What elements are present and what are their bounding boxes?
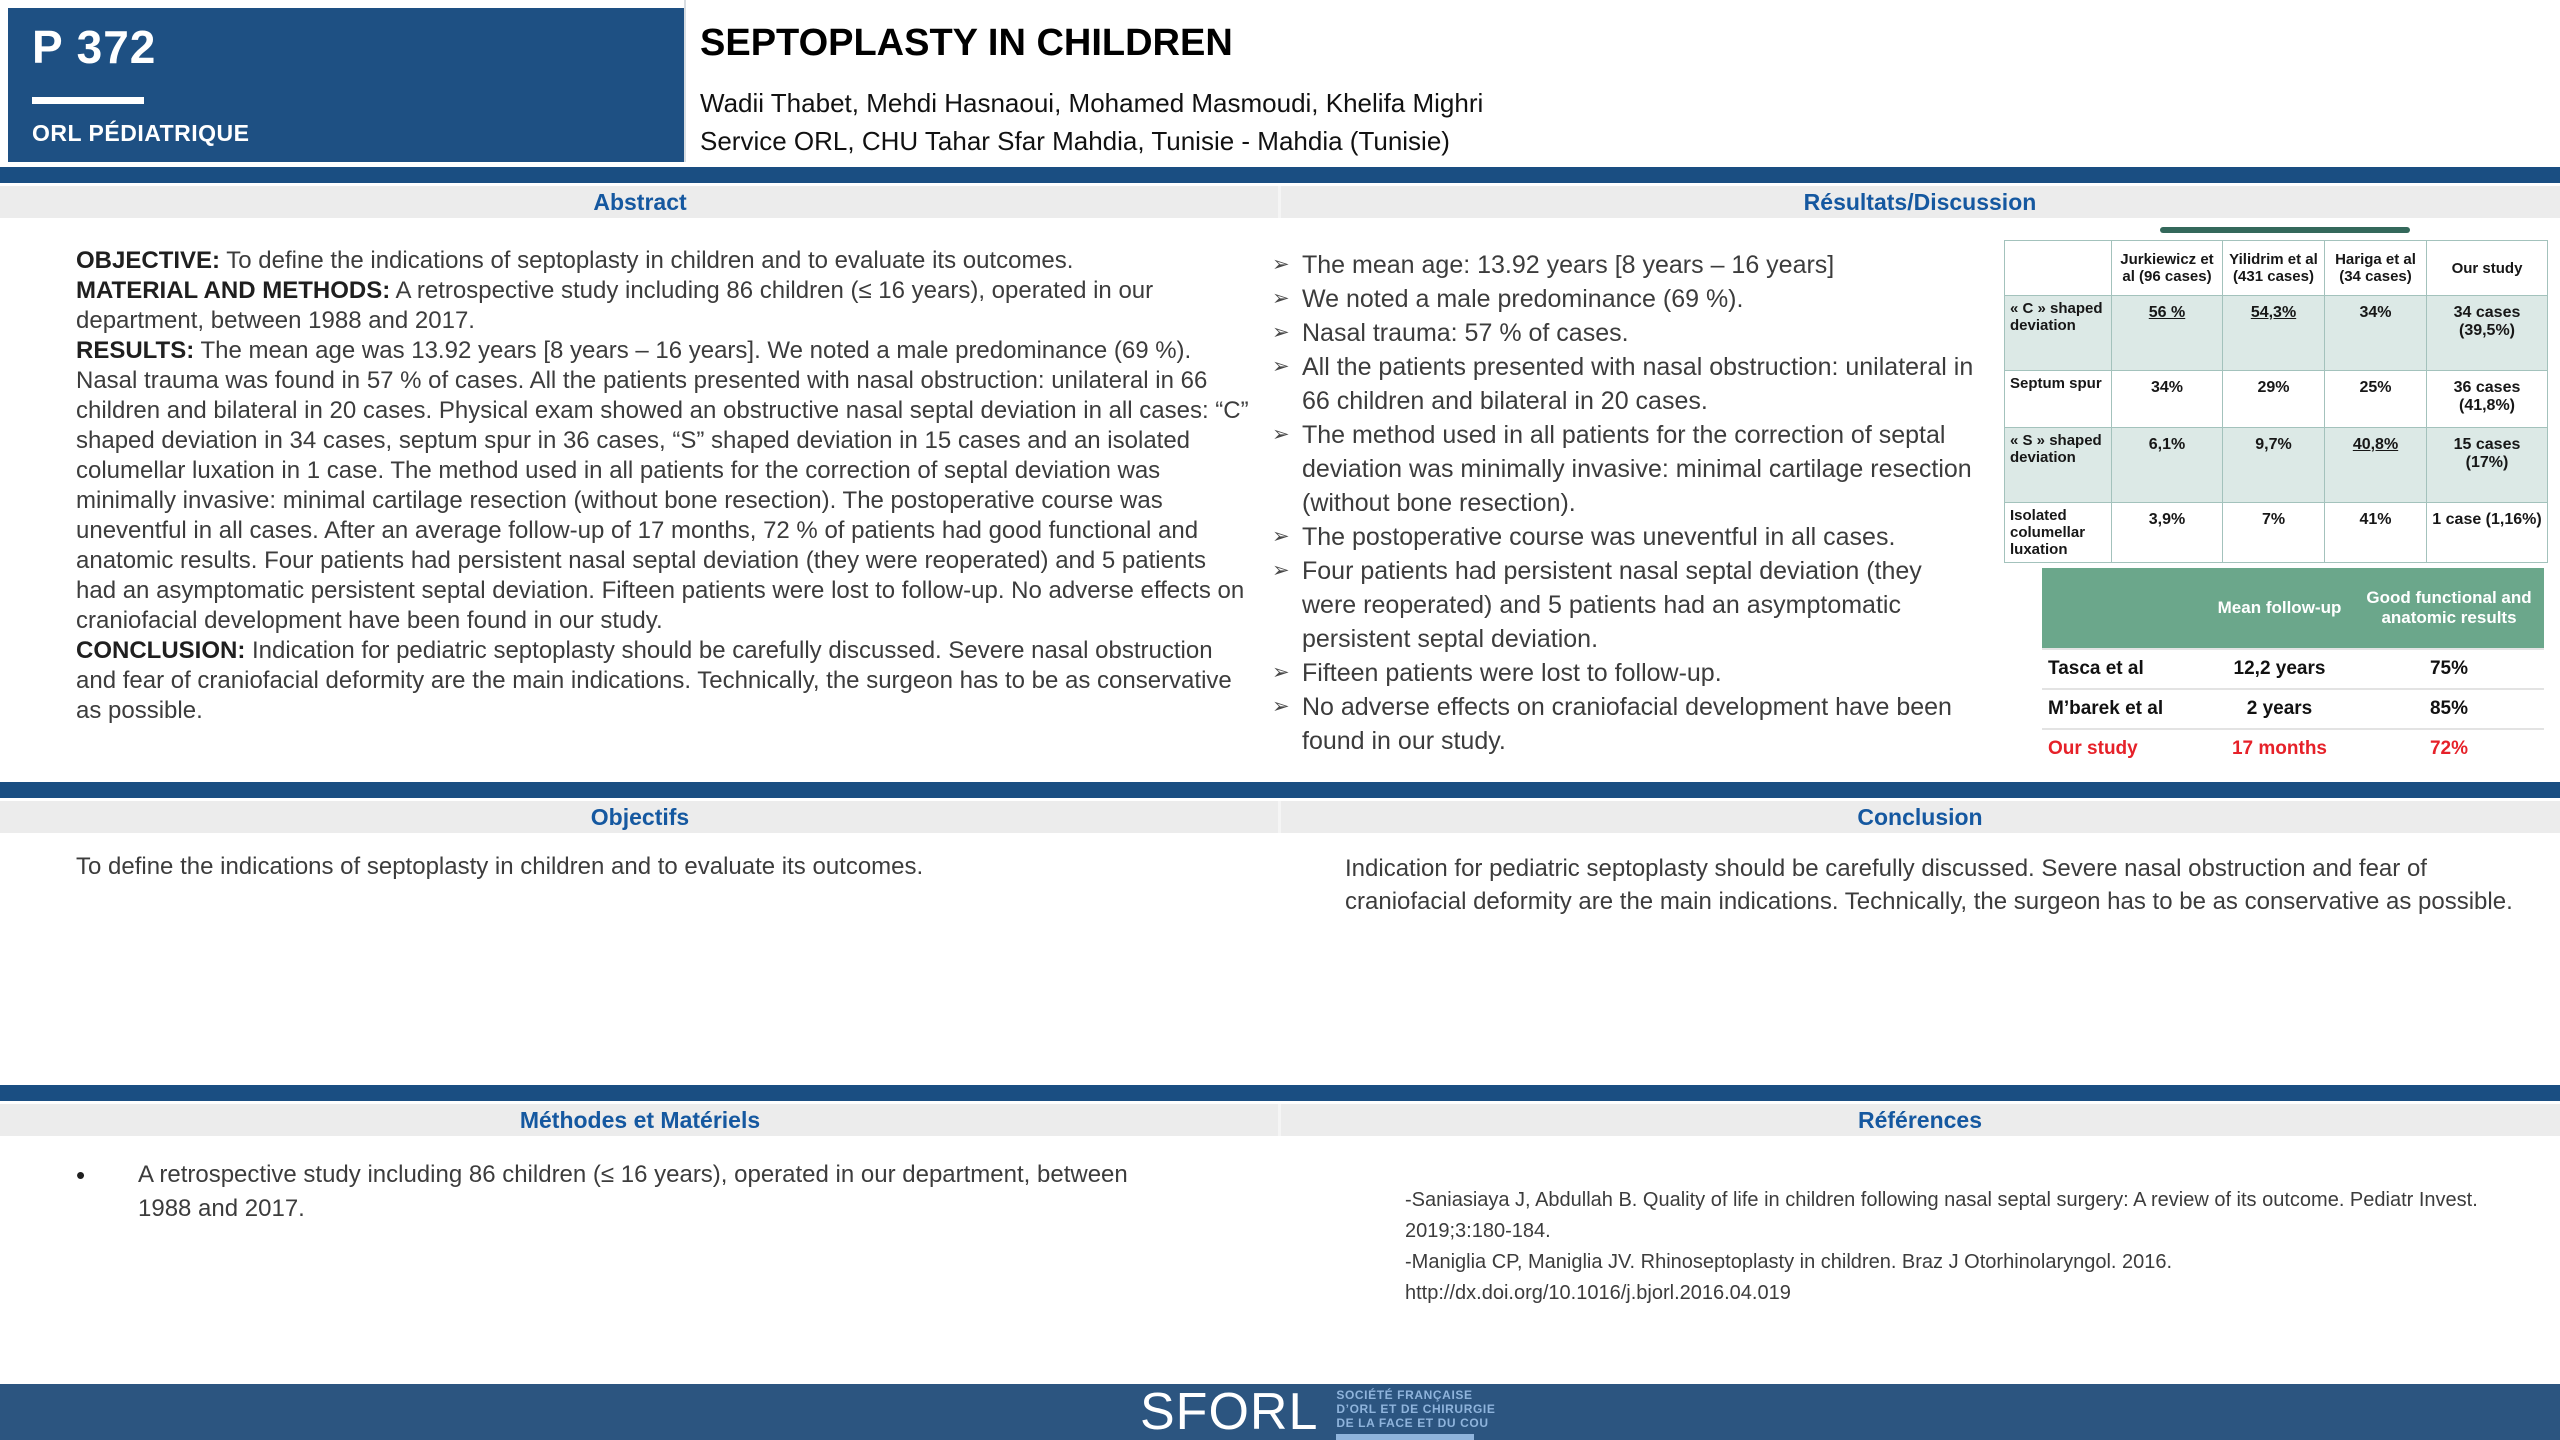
poster-code-box <box>8 8 684 162</box>
abstract-objective-label: OBJECTIVE: <box>76 247 221 274</box>
results-bullet-list <box>1272 248 1982 758</box>
col-header-jurkiewicz: Jurkiewicz et al (96 cases) <box>2112 241 2223 296</box>
table-row: « C » shaped deviation 56 % 54,3% 34% 34 cases (39,5%) <box>2005 296 2548 371</box>
arrow-bullet-icon: ➢ <box>1272 321 1290 344</box>
table-row: « S » shaped deviation 6,1% 9,7% 40,8% 15 cases (17%) <box>2005 428 2548 503</box>
heading-objectives: Objectifs <box>590 804 690 830</box>
org-line: SOCIÉTÉ FRANÇAISE <box>1336 1388 1473 1402</box>
org-line: DE LA FACE ET DU COU <box>1336 1416 1489 1430</box>
arrow-bullet-icon: ➢ <box>1272 355 1290 378</box>
poster-code: P 372 <box>32 21 157 73</box>
abstract-conclusion-label: CONCLUSION: <box>76 637 246 664</box>
list-item: ➢ Four patients had persistent nasal septal deviation (they were reoperated) and 5 patients had an asymptomatic persistent septal deviation. <box>1272 554 1982 656</box>
references-list <box>1405 1185 2555 1309</box>
header-rule <box>32 97 144 104</box>
org-underline <box>1336 1434 1474 1440</box>
section-bar-2 <box>0 782 2560 798</box>
list-item: ➢ No adverse effects on craniofacial development have been found in our study. <box>1272 690 1982 758</box>
heading-abstract: Abstract <box>593 189 687 215</box>
sforl-logo <box>1140 1384 1495 1440</box>
heading-conclusion: Conclusion <box>1857 804 1983 830</box>
table-row: M’barek et al 2 years 85% <box>2042 689 2544 729</box>
section-band-3 <box>0 1104 2560 1136</box>
conclusion-text: Indication for pediatric septoplasty should be carefully discussed. Severe nasal obstruction and fear of craniofacial deformity are the main indications. Technically, the surgeon has to be as conservative as possible. <box>1345 855 2513 915</box>
abstract-methods <box>76 276 1251 336</box>
table-header-row <box>2042 568 2544 649</box>
arrow-bullet-icon: ➢ <box>1272 695 1290 718</box>
col-header-good-results: Good functional and anatomic results <box>2354 568 2544 649</box>
page-title: SEPTOPLASTY IN CHILDREN <box>700 22 1233 64</box>
table-row-our-study: Our study 17 months 72% <box>2042 729 2544 768</box>
list-item: ➢ All the patients presented with nasal obstruction: unilateral in 66 children and bilateral in 20 cases. <box>1272 350 1982 418</box>
list-item: ➢ The method used in all patients for the correction of septal deviation was minimally invasive: minimal cartilage resection (without bone resection). <box>1272 418 1982 520</box>
table-row: Tasca et al 12,2 years 75% <box>2042 649 2544 689</box>
list-item: ➢ Fifteen patients were lost to follow-up. <box>1272 656 1982 690</box>
dot-bullet-icon: • <box>76 1160 86 1190</box>
list-item: ➢ We noted a male predominance (69 %). <box>1272 282 1982 316</box>
col-header-mean-followup: Mean follow-up <box>2205 568 2354 649</box>
col-header-empty <box>2042 568 2205 649</box>
poster-category: ORL PÉDIATRIQUE <box>32 119 250 146</box>
col-header-empty <box>2005 241 2112 296</box>
heading-methods: Méthodes et Matériels <box>519 1107 761 1133</box>
section-band-1 <box>0 186 2560 218</box>
section-band-2 <box>0 801 2560 833</box>
footer-bar <box>0 1384 2560 1440</box>
arrow-bullet-icon: ➢ <box>1272 559 1290 582</box>
col-header-hariga: Hariga et al (34 cases) <box>2325 241 2427 296</box>
arrow-bullet-icon: ➢ <box>1272 287 1290 310</box>
abstract-results-text: The mean age was 13.92 years [8 years – 16 years]. We noted a male predominance (69 %). Nasal trauma was found in 57 % of cases. All the patients presented with nasal obstruction: unilateral in 66 children and bilateral in 20 cases. Physical exam showed an obstructive nasal septal deviation in all cases: “C” shaped deviation in 34 cases, septum spur in 36 cases, “S” shaped deviation in 15 cases and an isolated columellar luxation in 1 case. The method used in all patients for the correction of septal deviation was minimally invasive: minimal cartilage resection (without bone resection). The postoperative course was uneventful in all cases. After an average follow-up of 17 months, 72 % of patients had good functional and anatomic results. Four patients had persistent nasal septal deviation (they were reoperated) and 5 patients had an asymptomatic persistent septal deviation. Fifteen patients were lost to follow-up. No adverse effects on craniofacial development have been found in our study. <box>76 337 1249 634</box>
arrow-bullet-icon: ➢ <box>1272 661 1290 684</box>
abstract-results-label: RESULTS: <box>76 337 195 364</box>
col-header-our-study: Our study <box>2427 241 2548 296</box>
section-bar-1 <box>0 167 2560 183</box>
table-row: Isolated columellar luxation 3,9% 7% 41% 1 case (1,16%) <box>2005 503 2548 563</box>
abstract-methods-text: A retrospective study including 86 children (≤ 16 years), operated in our department, between 1988 and 2017. <box>76 277 1154 334</box>
col-header-yilidrim: Yilidrim et al (431 cases) <box>2223 241 2325 296</box>
sforl-logo-text: SFORL <box>1140 1383 1319 1440</box>
abstract-conclusion <box>76 636 1251 726</box>
objectives-text: To define the indications of septoplasty in children and to evaluate its outcomes. <box>76 853 924 880</box>
list-item: ➢ The postoperative course was uneventful in all cases. <box>1272 520 1982 554</box>
table-row: Septum spur 34% 29% 25% 36 cases (41,8%) <box>2005 371 2548 428</box>
list-item: ➢ The mean age: 13.92 years [8 years – 16 years] <box>1272 248 1982 282</box>
list-item: ➢ Nasal trauma: 57 % of cases. <box>1272 316 1982 350</box>
abstract-objective <box>76 246 1251 276</box>
arrow-bullet-icon: ➢ <box>1272 525 1290 548</box>
comparison-table <box>2004 240 2548 563</box>
band-seam <box>1278 801 1281 833</box>
sforl-org-block <box>1336 1384 1495 1440</box>
reference-item: -Saniasiaya J, Abdullah B. Quality of life in children following nasal septal surgery: A review of its outcome. Pediatr Invest. 2019;3:180-184. <box>1405 1189 2478 1242</box>
heading-references: Références <box>1857 1107 1983 1133</box>
arrow-bullet-icon: ➢ <box>1272 253 1290 276</box>
table-header-row <box>2005 241 2548 296</box>
authors-line: Wadii Thabet, Mehdi Hasnaoui, Mohamed Masmoudi, Khelifa Mighri <box>700 88 1484 118</box>
band-seam <box>1278 186 1281 218</box>
section-bar-3 <box>0 1085 2560 1101</box>
reference-item: -Maniglia CP, Maniglia JV. Rhinoseptoplasty in children. Braz J Otorhinolaryngol. 2016. http://dx.doi.org/10.1016/j.bjorl.2016.04.019 <box>1405 1251 2173 1304</box>
abstract-objective-text: To define the indications of septoplasty in children and to evaluate its outcomes. <box>220 247 1074 274</box>
band-seam <box>1278 1104 1281 1136</box>
arrow-bullet-icon: ➢ <box>1272 423 1290 446</box>
table-deco-line <box>2160 227 2410 233</box>
methods-text: A retrospective study including 86 children (≤ 16 years), operated in our department, between 1988 and 2017. <box>138 1161 1128 1222</box>
abstract-conclusion-text: Indication for pediatric septoplasty should be carefully discussed. Severe nasal obstruction and fear of craniofacial deformity are the main indications. Technically, the surgeon has to be as conservative as possible. <box>76 637 1232 724</box>
header-divider <box>684 0 686 162</box>
followup-table <box>2042 568 2544 768</box>
header-title-block <box>700 0 2550 162</box>
affiliation-line: Service ORL, CHU Tahar Sfar Mahdia, Tunisie - Mahdia (Tunisie) <box>700 126 1450 156</box>
heading-results: Résultats/Discussion <box>1803 189 2037 215</box>
abstract-results <box>76 336 1251 636</box>
abstract-methods-label: MATERIAL AND METHODS: <box>76 277 391 304</box>
abstract-text <box>76 246 1251 726</box>
methods-bullet <box>76 1158 1186 1226</box>
org-line: D’ORL ET DE CHIRURGIE <box>1336 1402 1496 1416</box>
